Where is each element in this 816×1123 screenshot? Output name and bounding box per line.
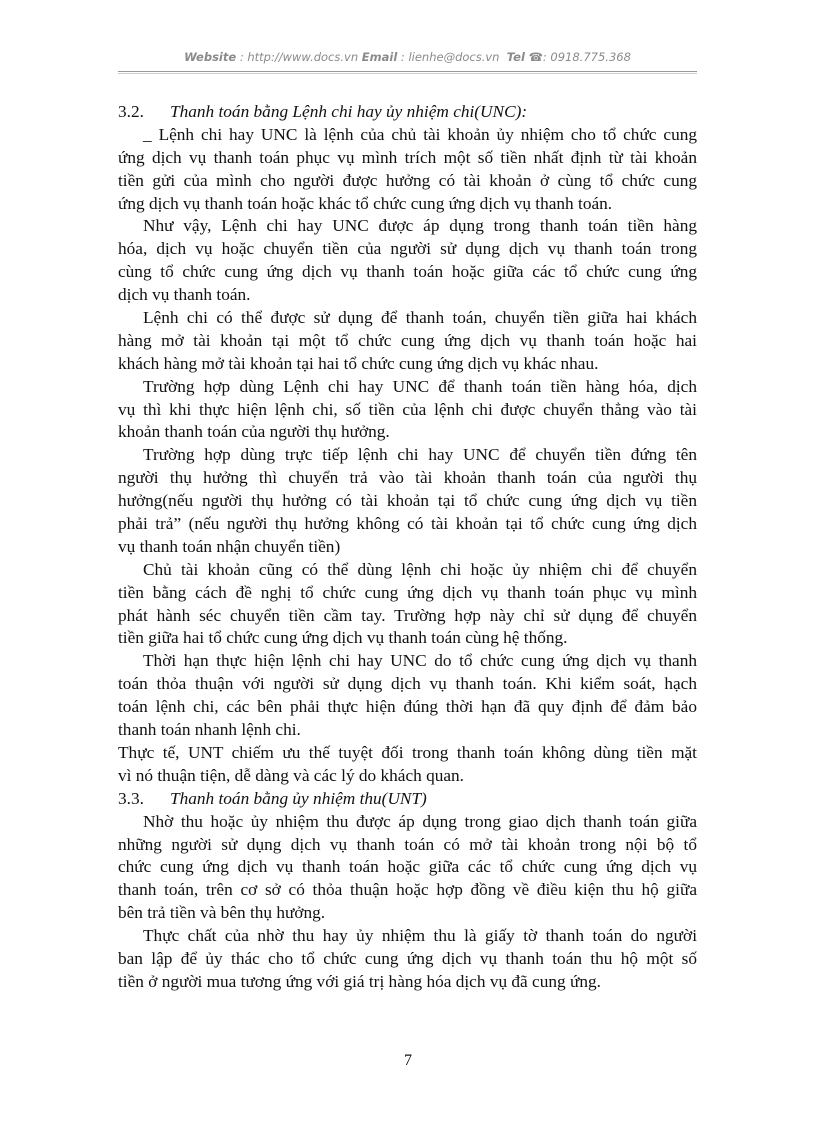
text-line: _ Lệnh chi hay UNC là lệnh của chủ tài khoản ủy nhiệm cho tổ chức cung xyxy=(143,124,697,144)
text-line: tiền giữa hai tổ chức cung ứng dịch vụ thanh toán cùng hệ thống. xyxy=(118,628,568,648)
text-line: tiền gửi của mình cho người được hưởng có tài khoản ở cùng tổ chức cung xyxy=(118,170,697,190)
paragraph xyxy=(118,559,697,651)
text-line: phải trả” (nếu người thụ hưởng không có tài khoản tại tổ chức cung ứng dịch xyxy=(118,514,697,534)
text-line: ứng dịch vụ thanh toán phục vụ mình trích một số tiền nhất định từ tài khoản xyxy=(118,147,697,167)
text-line: hóa, dịch vụ hoặc chuyển tiền của người sử dụng dịch vụ thanh toán trong xyxy=(118,239,697,259)
text-line: phát hành séc chuyển tiền cầm tay. Trường hợp này chỉ sử dụng để chuyển xyxy=(118,605,697,625)
paragraph xyxy=(118,811,697,925)
text-line: tiền ở người mua tương ứng với giá trị hàng hóa dịch vụ đã cung ứng. xyxy=(118,971,601,991)
tel-label: Tel xyxy=(506,50,525,64)
text-line: khách hàng mở tài khoản tại hai tổ chức cung ứng dịch vụ khác nhau. xyxy=(118,353,599,373)
text-line: thanh toán, trên cơ sở có thỏa thuận hoặc hợp đồng về điều kiện thu hộ giữa xyxy=(118,880,697,900)
text-line: Thời hạn thực hiện lệnh chi hay UNC do tổ chức cung ứng dịch vụ thanh xyxy=(143,651,697,671)
text-line: bên trả tiền và bên thụ hưởng. xyxy=(118,903,326,923)
paragraph xyxy=(118,444,697,558)
section-title: Thanh toán bằng Lệnh chi hay ủy nhiệm chi(UNC): xyxy=(170,102,528,121)
text-line: toán thỏa thuận với người sử dụng dịch vụ thanh toán. Khi kiểm soát, hạch xyxy=(118,674,697,694)
text-line: vì nó thuận tiện, dễ dàng và các lý do khách quan. xyxy=(118,765,464,785)
email-label: Email xyxy=(361,50,398,64)
paragraph xyxy=(118,124,697,216)
text-line: hưởng(nếu người thụ hưởng có tài khoản tại tổ chức cung ứng dịch vụ tiền xyxy=(118,491,697,511)
email-link[interactable]: : lienhe@docs.vn xyxy=(400,50,500,64)
text-line: tiền bằng cách đề nghị tổ chức cung ứng dịch vụ thanh toán phục vụ mình xyxy=(118,582,697,602)
section-number: 3.2. xyxy=(118,102,144,121)
text-line: Như vậy, Lệnh chi hay UNC được áp dụng trong thanh toán tiền hàng xyxy=(143,216,697,236)
text-line: dịch vụ thanh toán. xyxy=(118,285,251,305)
header-divider xyxy=(118,71,697,74)
text-line: Nhờ thu hoặc ủy nhiệm thu được áp dụng trong giao dịch thanh toán giữa xyxy=(143,811,697,831)
text-line: những người sử dụng dịch vụ thanh toán có mở tài khoản trong nội bộ tổ xyxy=(118,834,697,854)
text-line: cùng tổ chức cung ứng dịch vụ thanh toán hoặc giữa các tổ chức cung ứng xyxy=(118,262,697,282)
paragraph xyxy=(118,742,697,788)
text-line: Trường hợp dùng trực tiếp lệnh chi hay UNC để chuyển tiền đứng tên xyxy=(143,445,697,465)
text-line: ứng dịch vụ thanh toán hoặc khác tổ chức cung ứng dịch vụ thanh toán. xyxy=(118,193,613,213)
paragraph xyxy=(118,215,697,307)
text-line: khoản thanh toán của người thụ hưởng. xyxy=(118,422,390,442)
text-line: chức cung ứng dịch vụ thanh toán hoặc giữa các tổ chức cung ứng dịch vụ xyxy=(118,857,697,877)
text-line: toán lệnh chi, các bên phải thực hiện đúng thời hạn đã quy định để đảm bảo xyxy=(118,697,697,717)
paragraph xyxy=(118,376,697,445)
section-number: 3.3. xyxy=(118,788,144,808)
tel-number: : 0918.775.368 xyxy=(542,50,631,64)
section-heading xyxy=(118,788,697,811)
website-label: Website xyxy=(184,50,237,64)
text-line: Chủ tài khoản cũng có thể dùng lệnh chi hoặc ủy nhiệm chi để chuyển xyxy=(143,559,697,579)
page-header xyxy=(118,50,697,64)
text-line: vụ thì khi thực hiện lệnh chi, số tiền của lệnh chi được chuyển thẳng vào tài xyxy=(118,399,697,419)
text-line: hàng mở tài khoản tại một tổ chức cung ứng dịch vụ thanh toán hoặc hai xyxy=(118,330,697,350)
section-title: Thanh toán bằng ủy nhiệm thu(UNT) xyxy=(170,788,427,808)
paragraph xyxy=(118,650,697,742)
text-line: ban lập để ủy thác cho tổ chức cung ứng dịch vụ thanh toán thu hộ một số xyxy=(118,948,697,968)
text-line: người thụ hưởng thì chuyển trả vào tài khoản thanh toán của người thụ xyxy=(118,468,697,488)
text-line: Trường hợp dùng Lệnh chi hay UNC để thanh toán tiền hàng hóa, dịch xyxy=(143,376,697,396)
text-line: Lệnh chi có thể được sử dụng để thanh toán, chuyển tiền giữa hai khách xyxy=(143,308,697,328)
paragraph xyxy=(118,925,697,994)
text-line: Thực tế, UNT chiếm ưu thế tuyệt đối trong thanh toán không dùng tiền mặt xyxy=(118,742,697,762)
phone-icon: ☎ xyxy=(528,50,543,64)
text-line: thanh toán nhanh lệnh chi. xyxy=(118,720,301,740)
document-body xyxy=(118,101,697,994)
text-line: Thực chất của nhờ thu hay ủy nhiệm thu là giấy tờ thanh toán do người xyxy=(143,926,697,946)
page-number: 7 xyxy=(404,1052,412,1069)
section-heading xyxy=(118,101,697,124)
website-link[interactable]: : http://www.docs.vn xyxy=(239,50,359,64)
text-line: vụ thanh toán nhận chuyển tiền) xyxy=(118,536,341,556)
paragraph xyxy=(118,307,697,376)
